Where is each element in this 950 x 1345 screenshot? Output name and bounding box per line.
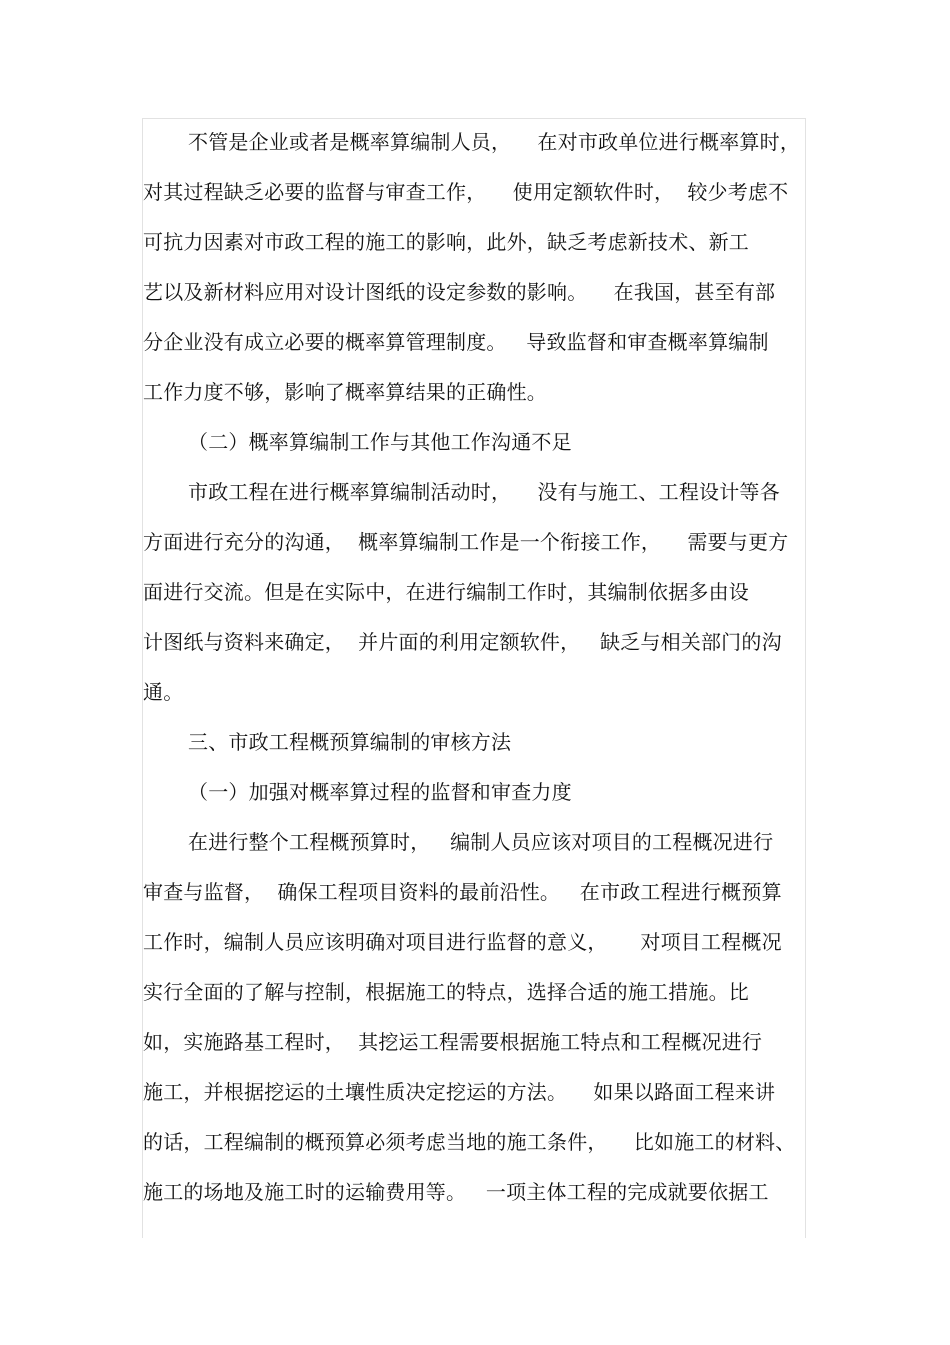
paragraph-line: 通。 xyxy=(143,680,184,704)
paragraph-line: 市政工程在进行概率算编制活动时， 没有与施工、工程设计等各 xyxy=(188,480,780,504)
section-heading: （二）概率算编制工作与其他工作沟通不足 xyxy=(188,430,572,454)
paragraph-line: 审查与监督， 确保工程项目资料的最前沿性。 在市政工程进行概预算 xyxy=(143,880,782,904)
section-heading: （一）加强对概率算过程的监督和审查力度 xyxy=(188,780,572,804)
paragraph-line: 分企业没有成立必要的概率算管理制度。 导致监督和审查概率算编制 xyxy=(143,330,769,354)
paragraph-line: 实行全面的了解与控制，根据施工的特点，选择合适的施工措施。比 xyxy=(143,980,749,1004)
section-heading: 三、市政工程概预算编制的审核方法 xyxy=(188,730,512,754)
paragraph-line: 计图纸与资料来确定， 并片面的利用定额软件， 缺乏与相关部门的沟 xyxy=(143,630,782,654)
paragraph-line: 可抗力因素对市政工程的施工的影响，此外，缺乏考虑新技术、新工 xyxy=(143,230,749,254)
paragraph-line: 方面进行充分的沟通， 概率算编制工作是一个衔接工作， 需要与更方 xyxy=(143,530,789,554)
paragraph-line: 工作时，编制人员应该明确对项目进行监督的意义， 对项目工程概况 xyxy=(143,930,782,954)
paragraph-line: 如，实施路基工程时， 其挖运工程需要根据施工特点和工程概况进行 xyxy=(143,1030,763,1054)
paragraph-line: 不管是企业或者是概率算编制人员， 在对市政单位进行概率算时， xyxy=(188,130,801,154)
paragraph-line: 在进行整个工程概预算时， 编制人员应该对项目的工程概况进行 xyxy=(188,830,774,854)
paragraph-line: 对其过程缺乏必要的监督与审查工作， 使用定额软件时， 较少考虑不 xyxy=(143,180,789,204)
paragraph-line: 的话，工程编制的概预算必须考虑当地的施工条件， 比如施工的材料、 xyxy=(143,1130,796,1154)
paragraph-line: 艺以及新材料应用对设计图纸的设定参数的影响。 在我国，甚至有部 xyxy=(143,280,776,304)
paragraph-line: 工作力度不够，影响了概率算结果的正确性。 xyxy=(143,380,547,404)
paragraph-line: 施工，并根据挖运的土壤性质决定挖运的方法。 如果以路面工程来讲 xyxy=(143,1080,776,1104)
paragraph-line: 面进行交流。但是在实际中，在进行编制工作时，其编制依据多由设 xyxy=(143,580,749,604)
paragraph-line: 施工的场地及施工时的运输费用等。 一项主体工程的完成就要依据工 xyxy=(143,1180,769,1204)
